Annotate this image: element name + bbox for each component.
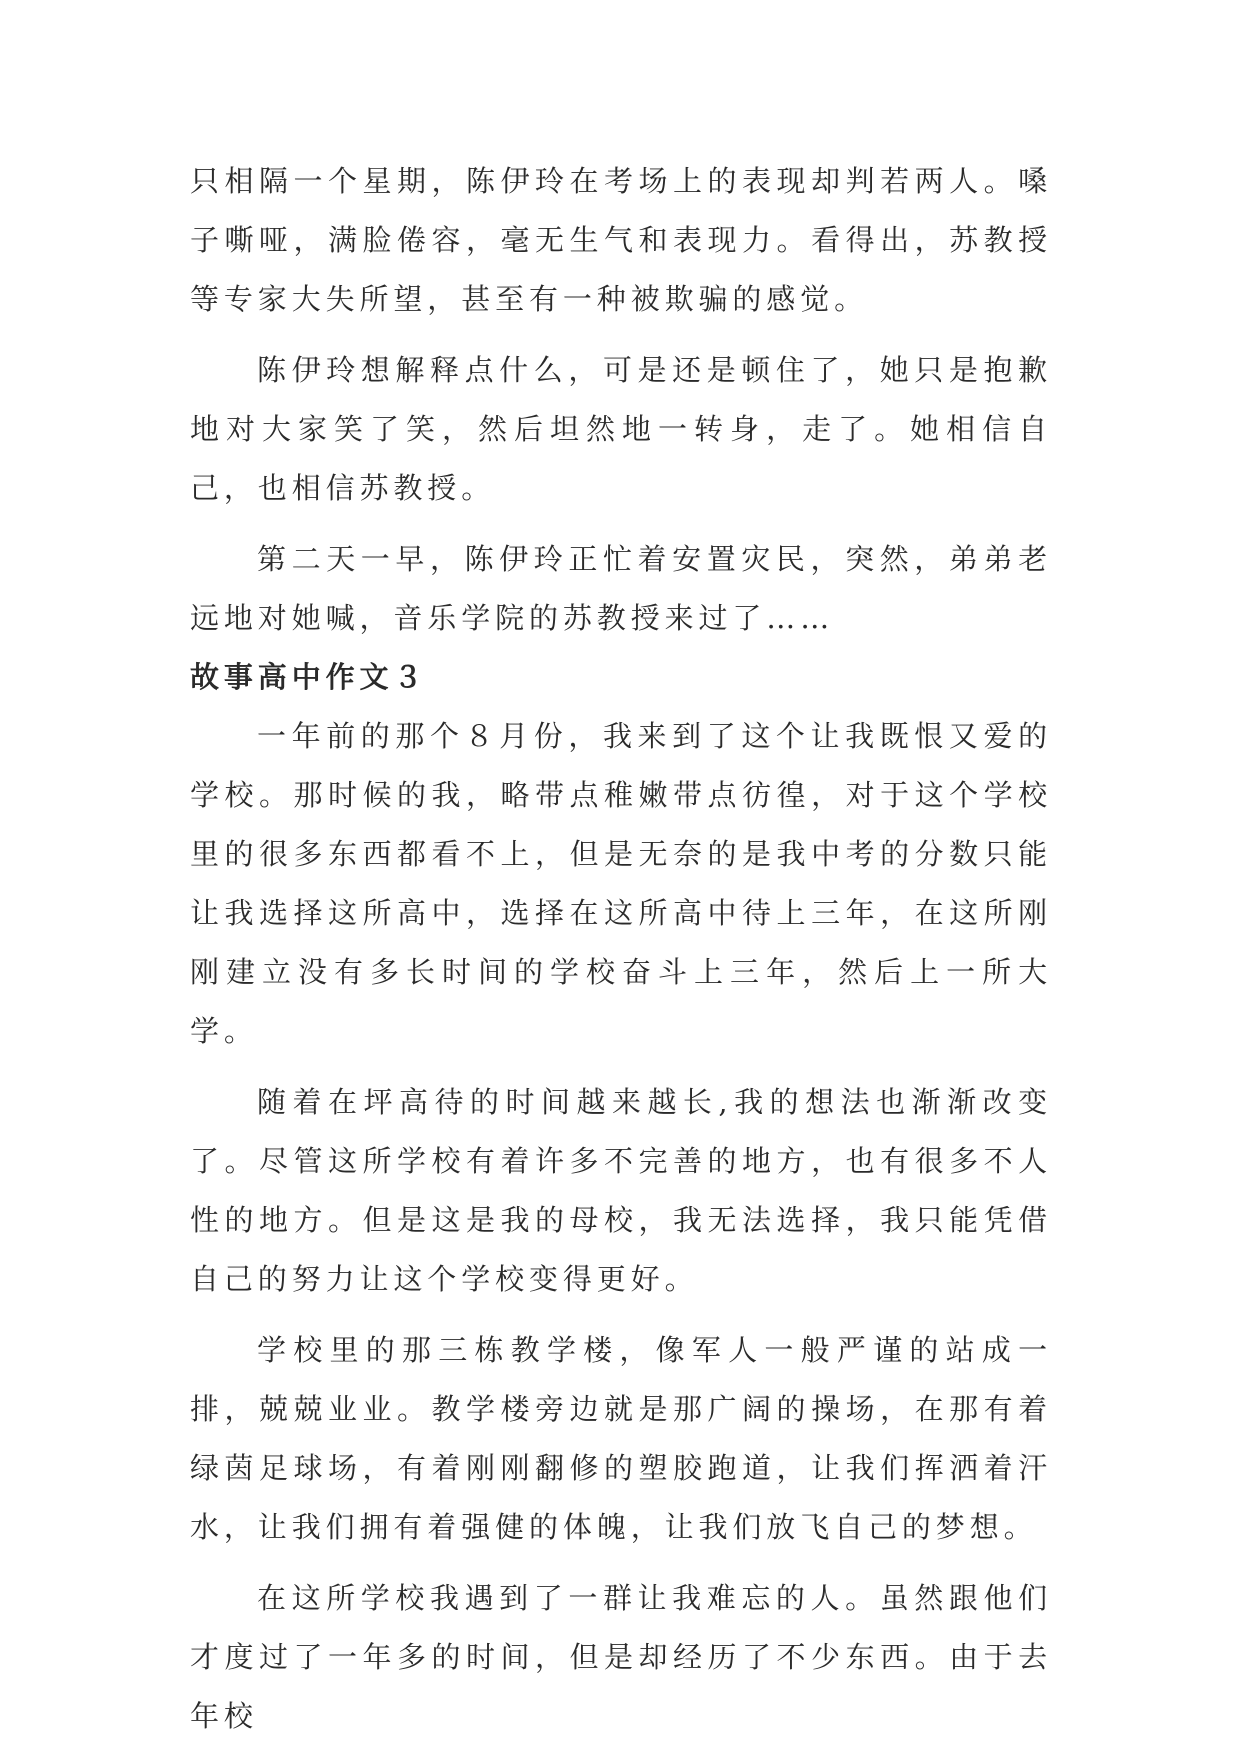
document-body [190, 152, 1052, 1746]
paragraph: 学校里的那三栋教学楼，像军人一般严谨的站成一排，兢兢业业。教学楼旁边就是那广阔的操场，在那有着绿茵足球场，有着刚刚翻修的塑胶跑道，让我们挥洒着汗水，让我们拥有着强健的体魄，让我们放飞自己的梦想。 [190, 1333, 1052, 1544]
section-heading: 故事高中作文３ [190, 660, 428, 694]
paragraph: 只相隔一个星期，陈伊玲在考场上的表现却判若两人。嗓子嘶哑，满脸倦容，毫无生气和表现力。看得出，苏教授等专家大失所望，甚至有一种被欺骗的感觉。 [190, 164, 1052, 316]
paragraph: 随着在坪高待的时间越来越长,我的想法也渐渐改变了。尽管这所学校有着许多不完善的地方，也有很多不人性的地方。但是这是我的母校，我无法选择，我只能凭借自己的努力让这个学校变得更好。 [190, 1085, 1052, 1296]
paragraph: 第二天一早，陈伊玲正忙着安置灾民，突然，弟弟老远地对她喊，音乐学院的苏教授来过了…… [190, 542, 1052, 635]
paragraph: 一年前的那个８月份，我来到了这个让我既恨又爱的学校。那时候的我，略带点稚嫩带点彷徨，对于这个学校里的很多东西都看不上，但是无奈的是我中考的分数只能让我选择这所高中，选择在这所高中待上三年，在这所刚刚建立没有多长时间的学校奋斗上三年，然后上一所大学。 [190, 719, 1052, 1048]
paragraph: 在这所学校我遇到了一群让我难忘的人。虽然跟他们才度过了一年多的时间，但是却经历了不少东西。由于去年校 [190, 1581, 1052, 1733]
paragraph: 陈伊玲想解释点什么，可是还是顿住了，她只是抱歉地对大家笑了笑，然后坦然地一转身，走了。她相信自己，也相信苏教授。 [190, 353, 1052, 505]
